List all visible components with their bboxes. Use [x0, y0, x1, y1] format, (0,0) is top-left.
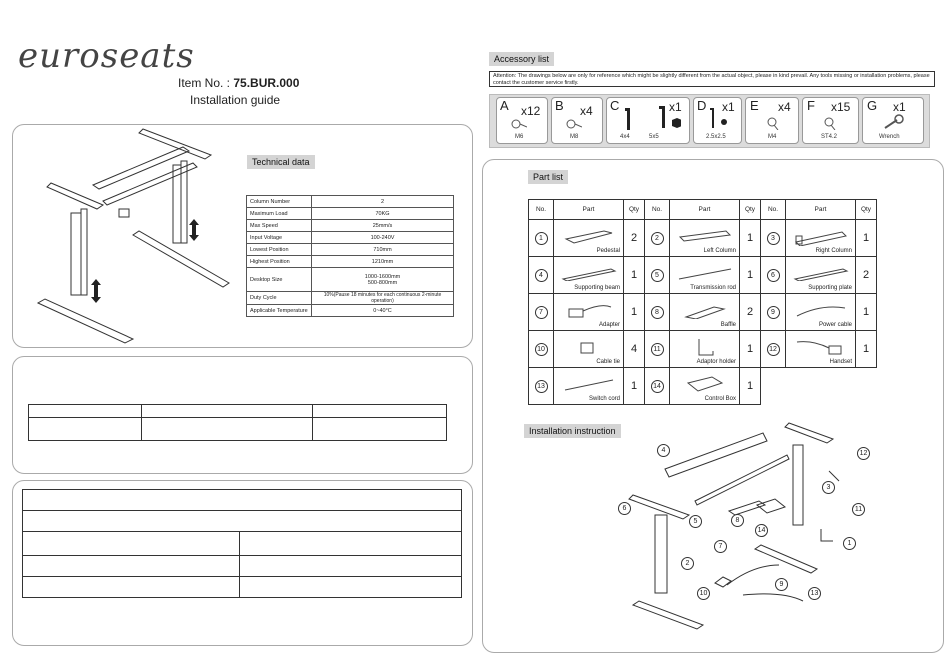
callout-8: 8 — [731, 514, 744, 527]
blank-table — [28, 404, 447, 441]
screw-icon — [823, 116, 837, 130]
callout-6: 6 — [618, 502, 631, 515]
table-row — [23, 490, 462, 511]
callout-9: 9 — [775, 578, 788, 591]
column-icon — [794, 228, 848, 246]
control-box-icon — [682, 375, 728, 395]
table-row: Highest Position 1210mm — [247, 256, 454, 268]
parts-table — [528, 199, 877, 405]
cable-tie-icon — [569, 339, 609, 357]
callout-12: 12 — [857, 447, 870, 460]
accessory-item-c: C x1 4x4 5x5 — [606, 97, 690, 144]
accessory-list-tag: Accessory list — [489, 52, 554, 66]
switch-cord-icon — [561, 378, 617, 392]
part-list-tag: Part list — [528, 170, 568, 184]
wrench-icon — [881, 114, 905, 132]
desk-frame-drawing — [33, 125, 233, 345]
allen-key-icon — [621, 104, 681, 134]
cable-icon — [793, 304, 849, 318]
allen-key-icon — [706, 104, 732, 132]
callout-7: 7 — [714, 540, 727, 553]
screw-icon — [566, 118, 582, 130]
callout-3: 3 — [822, 481, 835, 494]
table-row: 4 Supporting beam 1 5 Transmission rod 1 6 Supporting plate 2 — [529, 257, 877, 294]
technical-data-tag: Technical data — [247, 155, 315, 169]
table-row — [29, 405, 447, 418]
table-row: 7 Adapter 1 8 Baffle 2 9 Power cable 1 — [529, 294, 877, 331]
installation-instruction-tag: Installation instruction — [524, 424, 621, 438]
item-value: 75.BUR.000 — [233, 76, 300, 90]
accessory-item-f: F x15 ST4.2 — [802, 97, 859, 144]
table-row: Column Number 2 — [247, 196, 454, 208]
rod-icon — [677, 267, 733, 281]
table-row: 10 Cable tie 4 11 Adaptor holder 1 12 Handset 1 — [529, 331, 877, 368]
technical-panel — [12, 124, 473, 348]
table-header-row: No. Part Qty No. Part Qty No. Part Qty — [529, 200, 877, 220]
accessory-item-b: B x4 M8 — [551, 97, 603, 144]
plate-icon — [793, 267, 849, 281]
callout-13: 13 — [808, 587, 821, 600]
column-icon — [678, 229, 732, 245]
screw-icon — [511, 118, 527, 130]
accessory-item-a: A x12 M6 — [496, 97, 548, 144]
pedestal-icon — [564, 229, 614, 245]
adapter-icon — [561, 301, 617, 321]
table-row — [23, 511, 462, 532]
beam-icon — [561, 267, 617, 281]
table-row: Lowest Position 710mm — [247, 244, 454, 256]
holder-icon — [685, 337, 725, 359]
guide-title: Installation guide — [190, 93, 281, 107]
table-row — [23, 532, 462, 556]
table-row: 1 Pedestal 2 2 Left Column 1 3 Right Column 1 — [529, 220, 877, 257]
table-row: Applicable Temperature 0~40°C — [247, 305, 454, 317]
handset-icon — [793, 338, 849, 358]
table-row: Duty Cycle 10%(Pause 18 minutes for each continuous 2-minute operation) — [247, 292, 454, 305]
callout-11: 11 — [852, 503, 865, 516]
parts-panel — [482, 159, 944, 653]
blank-form-panel — [12, 480, 473, 646]
table-row: Max Speed 25mm/s — [247, 220, 454, 232]
table-row — [23, 556, 462, 577]
item-label: Item No. : — [178, 76, 231, 90]
blank-table-panel — [12, 356, 473, 474]
accessory-notice: Attention: The drawings below are only for reference which might be slightly different from the actual object, please in kind prevail. Any tools missing or installation problems, please contact the customer service firstly. — [489, 71, 935, 87]
technical-table — [246, 195, 454, 317]
callout-4: 4 — [657, 444, 670, 457]
accessory-item-e: E x4 M4 — [745, 97, 799, 144]
accessory-item-g: G x1 Wrench — [862, 97, 924, 144]
accessory-item-d: D x1 2.5x2.5 — [693, 97, 742, 144]
item-number — [178, 76, 299, 90]
callout-1: 1 — [843, 537, 856, 550]
callout-10: 10 — [697, 587, 710, 600]
table-row: 13 Switch cord 1 14 Control Box 1 — [529, 368, 877, 405]
blank-form-table — [22, 489, 462, 598]
callout-5: 5 — [689, 515, 702, 528]
baffle-icon — [680, 303, 730, 319]
callout-2: 2 — [681, 557, 694, 570]
table-row — [29, 418, 447, 441]
table-row — [23, 577, 462, 598]
brand-logo: euroseats — [18, 36, 195, 76]
table-row: Maximum Load 70KG — [247, 208, 454, 220]
screw-icon — [766, 116, 780, 130]
callout-14: 14 — [755, 524, 768, 537]
table-row: Desktop Size 1000-1600mm 500-800mm — [247, 268, 454, 292]
table-row: Input Voltage 100-240V — [247, 232, 454, 244]
